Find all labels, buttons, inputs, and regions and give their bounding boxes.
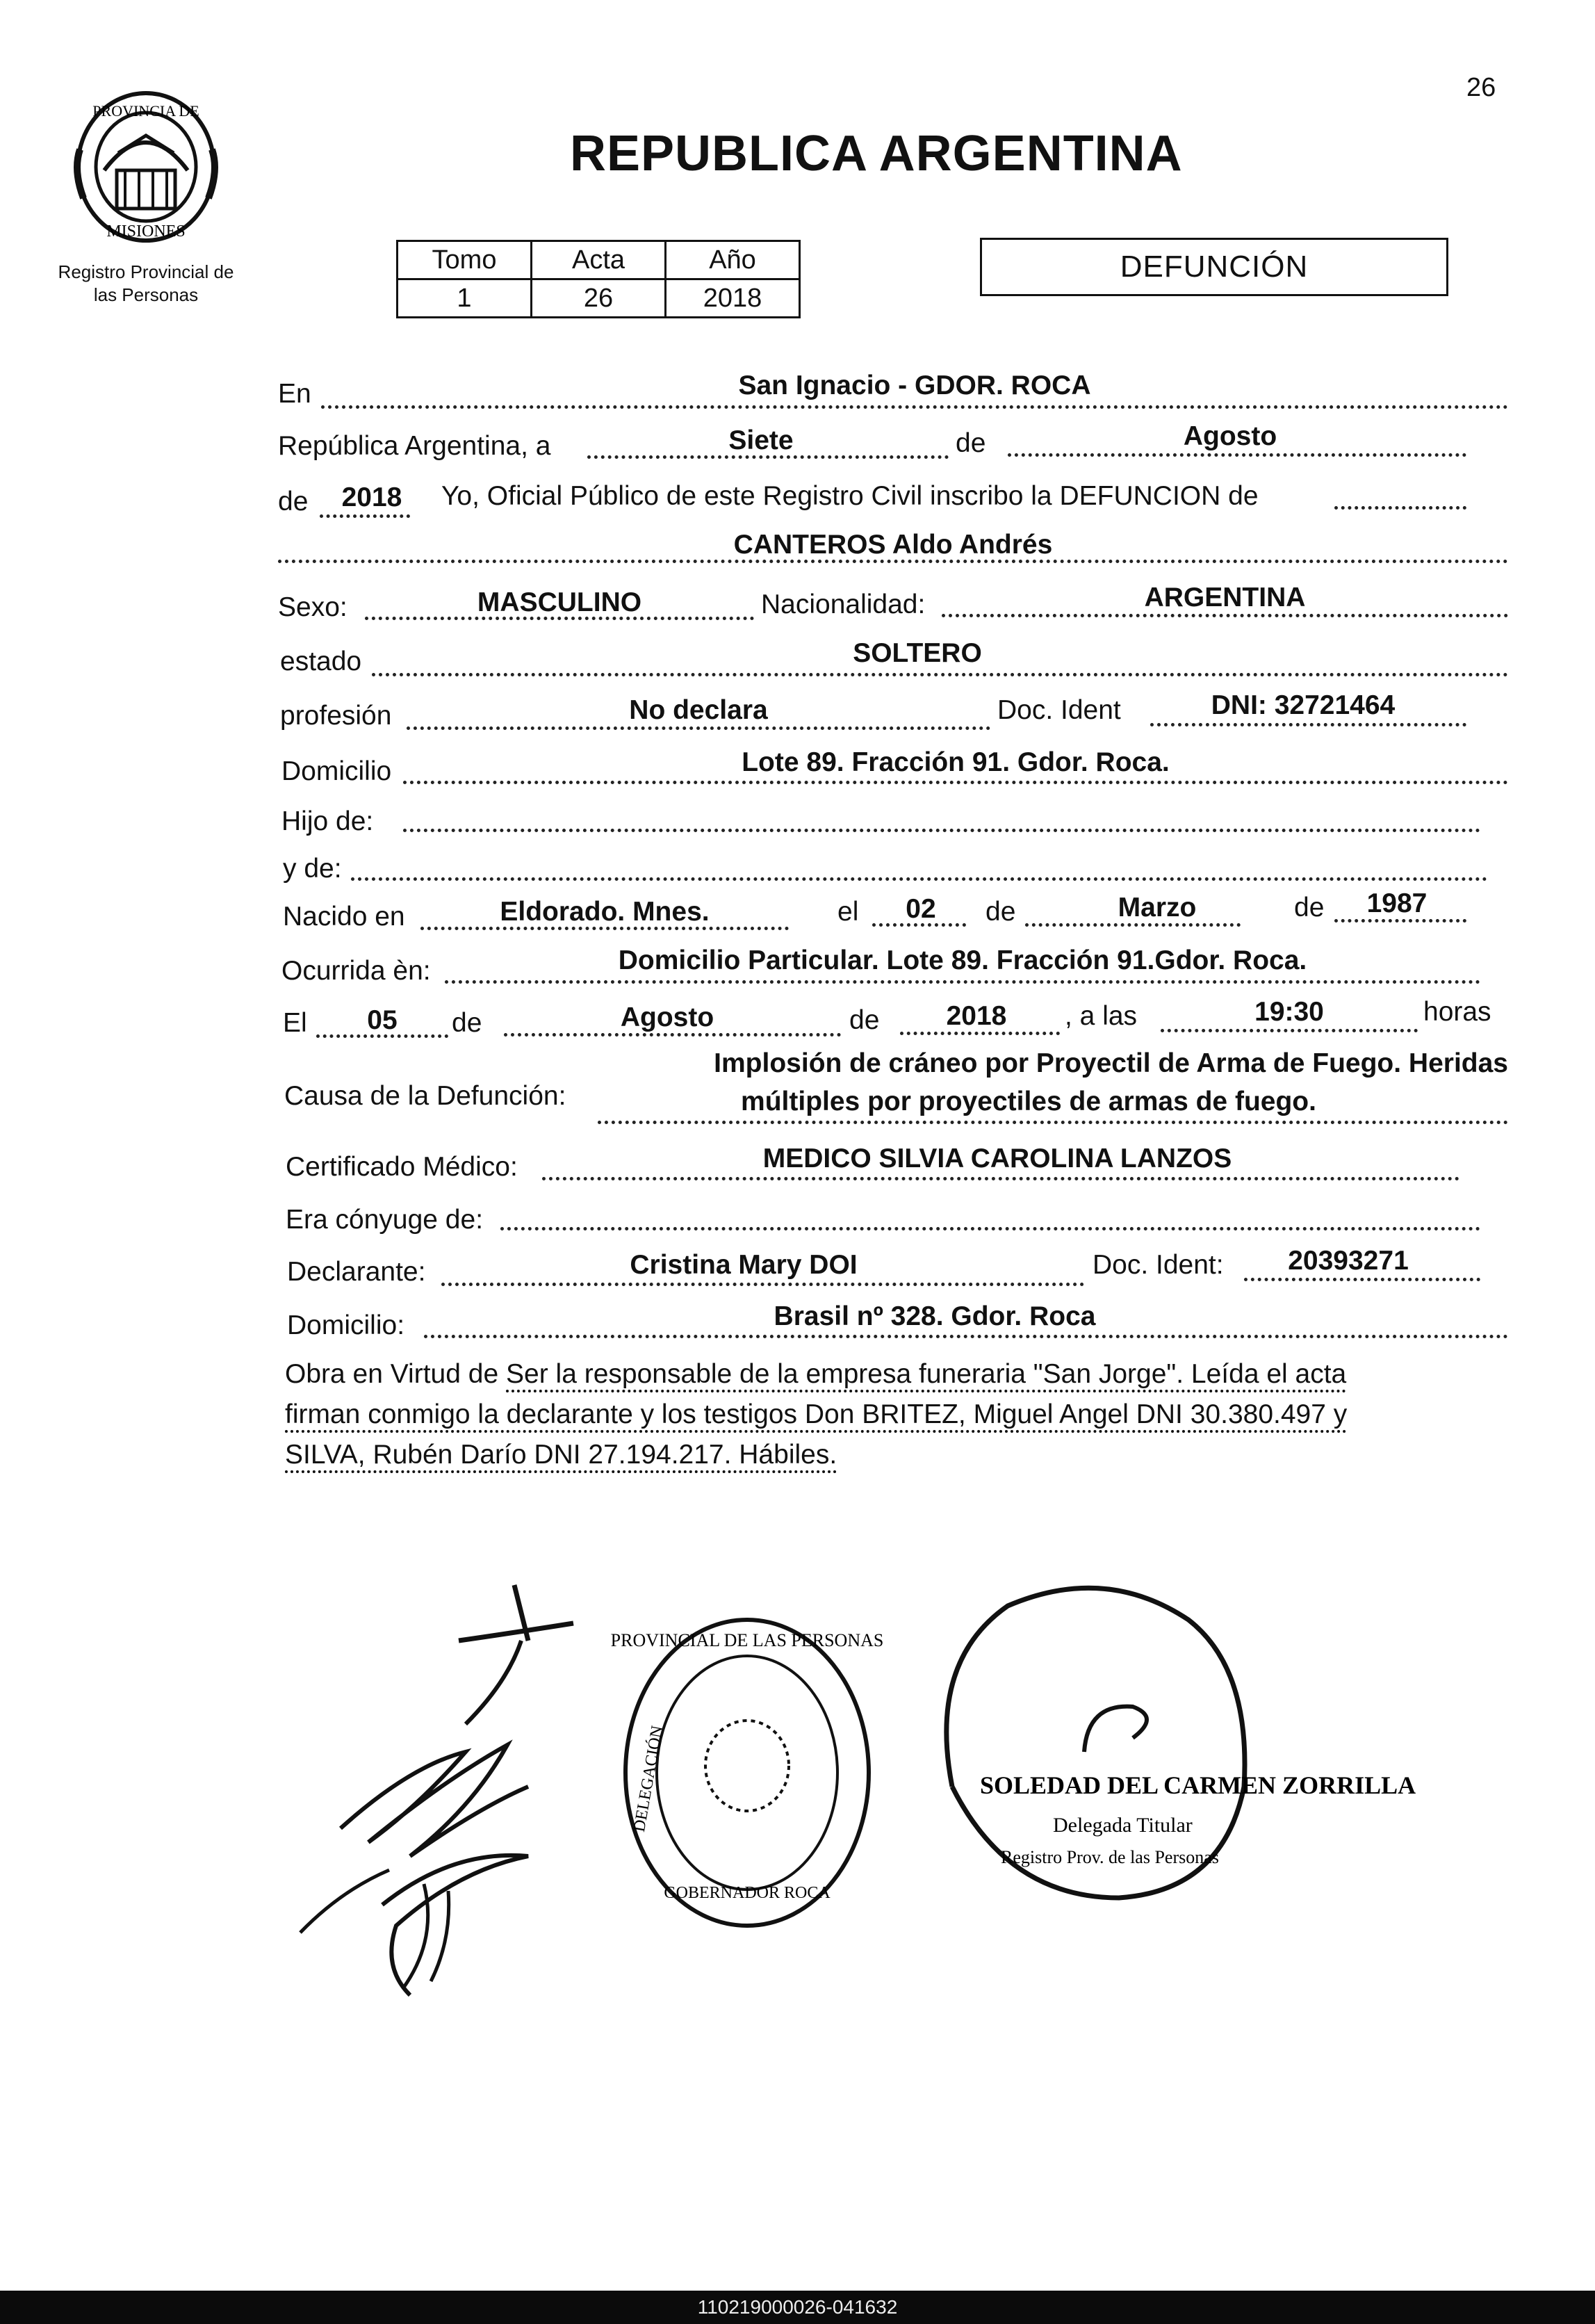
year-line — [320, 514, 410, 518]
el2-label: El — [283, 1008, 307, 1038]
stamp-org: Registro Prov. de las Personas — [1001, 1847, 1219, 1867]
ocurrida-label: Ocurrida èn: — [281, 956, 431, 986]
certificado-value: MEDICO SILVIA CAROLINA LANZOS — [762, 1144, 1232, 1173]
domicilio2-value: Brasil nº 328. Gdor. Roca — [774, 1301, 1096, 1331]
statement-line — [1334, 506, 1466, 510]
seal-left-text: DELEGACIÓN — [630, 1724, 667, 1834]
el-label: el — [837, 897, 859, 927]
organization-name — [42, 261, 250, 307]
doc2-value: 20393271 — [1288, 1246, 1409, 1276]
hijo-line — [403, 829, 1480, 832]
domicilio2-label: Domicilio: — [287, 1310, 405, 1340]
ocurrida-value: Domicilio Particular. Lote 89. Fracción 91.Gdor. Roca. — [618, 945, 1307, 975]
estado-line — [372, 673, 1508, 676]
nacionalidad-value: ARGENTINA — [1144, 583, 1306, 612]
notes-block — [285, 1354, 1515, 1475]
domicilio-value: Lote 89. Fracción 91. Gdor. Roca. — [742, 747, 1170, 777]
causa-line — [598, 1121, 1508, 1124]
de4-label: de — [452, 1008, 482, 1038]
notes-line1 — [285, 1354, 1515, 1395]
registry-value-tomo: 1 — [398, 279, 532, 318]
doc2-line — [1244, 1278, 1480, 1281]
footer-code: 110219000026-041632 — [0, 2291, 1595, 2324]
doc2-label: Doc. Ident: — [1093, 1250, 1224, 1280]
nacido-value: Eldorado. Mnes. — [500, 897, 710, 927]
year-value: 2018 — [341, 482, 402, 512]
record-type-box: DEFUNCIÓN — [980, 238, 1448, 296]
registry-value-row — [398, 279, 800, 318]
nacionalidad-line — [942, 614, 1508, 617]
year-prefix: de — [278, 487, 309, 517]
birth-year: 1987 — [1366, 888, 1428, 918]
causa-line2: múltiples por proyectiles de armas de fuego. — [741, 1087, 1316, 1116]
nacionalidad-label: Nacionalidad: — [761, 590, 926, 619]
death-year: 2018 — [946, 1001, 1007, 1031]
causa-line1: Implosión de cráneo por Proyectil de Arma de Fuego. Heridas — [714, 1048, 1508, 1078]
notes-line2: firman conmigo la declarante y los testigos Don BRITEZ, Miguel Angel DNI 30.380.497 y — [285, 1399, 1348, 1429]
conyuge-label: Era cónyuge de: — [286, 1205, 484, 1235]
death-day: 05 — [367, 1005, 398, 1035]
death-time: 19:30 — [1254, 997, 1324, 1027]
sexo-label: Sexo: — [278, 592, 347, 622]
domicilio2-line — [424, 1335, 1508, 1338]
declarante-label: Declarante: — [287, 1257, 426, 1287]
de2-label: de — [985, 897, 1016, 927]
declarante-value: Cristina Mary DOI — [630, 1250, 858, 1280]
birth-year-line — [1334, 919, 1466, 923]
yde-label: y de: — [283, 854, 342, 884]
domicilio-line — [403, 781, 1508, 784]
death-year-line — [900, 1032, 1060, 1035]
organization-line1: Registro Provincial de — [58, 261, 234, 282]
death-month-line — [504, 1033, 841, 1037]
de3-label: de — [1294, 893, 1325, 923]
conyuge-line — [500, 1227, 1480, 1230]
registry-header-tomo: Tomo — [398, 241, 532, 279]
notes-text1: Ser la responsable de la empresa funeraria "San Jorge". Leída el acta — [506, 1359, 1347, 1389]
stamp-name: SOLEDAD DEL CARMEN ZORRILLA — [980, 1771, 1416, 1799]
republica-label: República Argentina, a — [278, 431, 551, 461]
deceased-name: CANTEROS Aldo Andrés — [733, 530, 1053, 560]
doc-label: Doc. Ident — [997, 695, 1121, 725]
declarante-line — [441, 1283, 1084, 1286]
en-line — [321, 405, 1508, 409]
stamp-role: Delegada Titular — [1053, 1814, 1193, 1837]
yde-line — [351, 877, 1487, 881]
profesion-label: profesión — [280, 701, 392, 731]
profesion-line — [407, 726, 990, 730]
doc-line — [1150, 723, 1466, 726]
en-value: San Ignacio - GDOR. ROCA — [738, 371, 1091, 400]
birth-month-line — [1025, 923, 1241, 927]
seal-top-text: PROVINCIAL DE LAS PERSONAS — [610, 1630, 884, 1650]
domicilio-label: Domicilio — [281, 756, 392, 786]
registry-table — [396, 240, 801, 318]
official-stamp-icon — [924, 1578, 1416, 1905]
death-month: Agosto — [620, 1002, 714, 1032]
emblem-bottom-text: MISIONES — [106, 222, 186, 241]
death-time-line — [1161, 1029, 1418, 1032]
alas-label: , a las — [1065, 1001, 1138, 1031]
notes-line3: SILVA, Rubén Darío DNI 27.194.217. Hábiles. — [285, 1440, 837, 1470]
certificado-line — [542, 1177, 1459, 1180]
registry-value-acta: 26 — [532, 279, 666, 318]
birth-month: Marzo — [1118, 893, 1197, 923]
notes-prefix: Obra en Virtud de — [285, 1359, 499, 1389]
emblem-top-text: PROVINCIA DE — [92, 102, 199, 120]
provincia-emblem-icon — [69, 87, 222, 247]
de5-label: de — [849, 1005, 880, 1035]
ocurrida-line — [445, 980, 1480, 984]
registry-header-row — [398, 241, 800, 279]
day-value: Siete — [728, 425, 794, 455]
registry-header-anio: Año — [666, 241, 800, 279]
doc-value: DNI: 32721464 — [1211, 690, 1396, 720]
causa-label: Causa de la Defunción: — [284, 1081, 566, 1111]
estado-value: SOLTERO — [853, 638, 982, 668]
nacido-label: Nacido en — [283, 902, 405, 932]
sexo-value: MASCULINO — [477, 587, 642, 617]
en-label: En — [278, 379, 311, 409]
page-number: 26 — [1466, 73, 1496, 102]
seal-bottom-text: GOBERNADOR ROCA — [664, 1884, 831, 1902]
certificado-label: Certificado Médico: — [286, 1152, 518, 1182]
estado-label: estado — [280, 647, 362, 676]
signatures-icon — [299, 1578, 660, 2009]
month-value: Agosto — [1183, 421, 1277, 451]
organization-line2: las Personas — [93, 284, 199, 305]
round-seal-icon — [612, 1606, 883, 1940]
registry-header-acta: Acta — [532, 241, 666, 279]
birth-day: 02 — [906, 894, 936, 924]
month-line — [1008, 453, 1466, 457]
statement-text: Yo, Oficial Público de este Registro Civil inscribo la DEFUNCION de — [441, 481, 1259, 511]
registry-value-anio: 2018 — [666, 279, 800, 318]
profesion-value: No declara — [629, 695, 768, 725]
horas-label: horas — [1423, 997, 1491, 1027]
hijo-label: Hijo de: — [281, 806, 374, 836]
de-label: de — [956, 428, 986, 458]
document-title: REPUBLICA ARGENTINA — [570, 126, 1183, 181]
